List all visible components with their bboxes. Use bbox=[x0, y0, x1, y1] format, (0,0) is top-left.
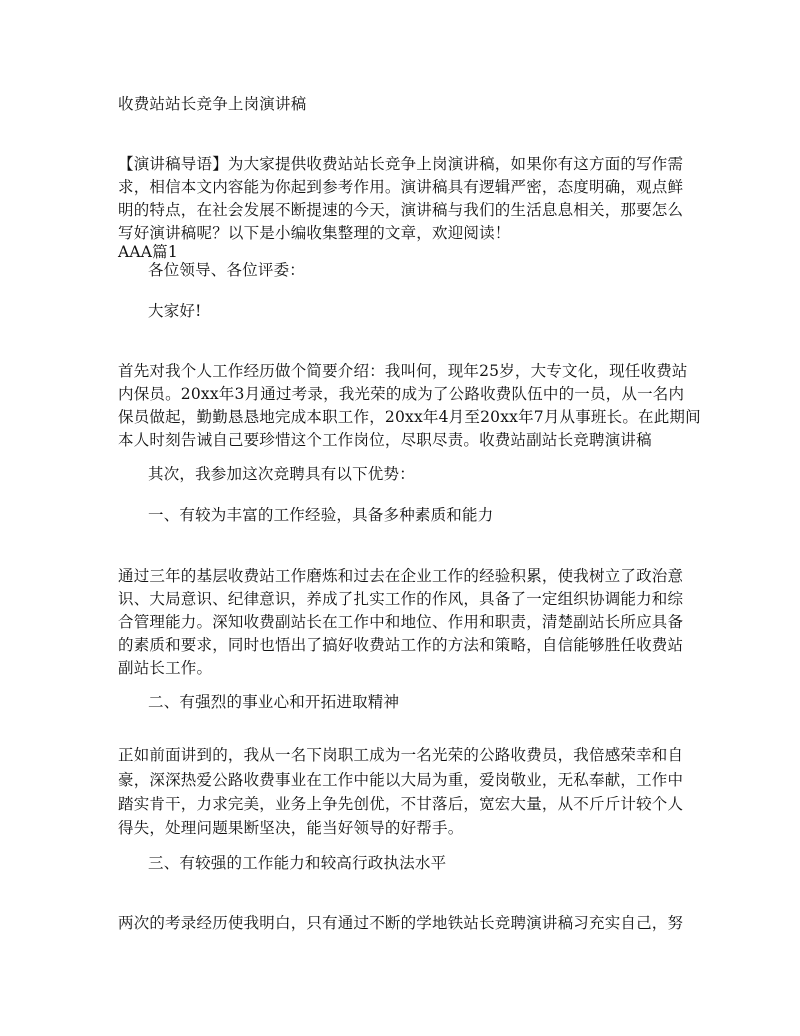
paragraph-line: 本人时刻告诫自己要珍惜这个工作岗位，尽职尽责。收费站副站长竞聘演讲稿 bbox=[118, 431, 652, 449]
advantages-intro: 其次，我参加这次竞聘具有以下优势： bbox=[148, 465, 415, 483]
paragraph-line: 识、大局意识、纪律意识，养成了扎实工作的作风，具备了一定组织协调能力和综 bbox=[118, 590, 684, 608]
intro-line: 【演讲稿导语】为大家提供收费站站长竞争上岗演讲稿，如果你有这方面的写作需 bbox=[118, 155, 684, 173]
intro-line: 写好演讲稿呢？以下是小编收集整理的文章，欢迎阅读！ bbox=[118, 224, 511, 242]
paragraph-line: 保员做起，勤勤恳恳地完成本职工作，20xx年4月至20xx年7月从事班长。在此期间 bbox=[118, 408, 701, 426]
paragraph-line: 的素质和要求，同时也悟出了搞好收费站工作的方法和策略，自信能够胜任收费站 bbox=[118, 636, 684, 654]
paragraph-line: 通过三年的基层收费站工作磨炼和过去在企业工作的经验积累，使我树立了政治意 bbox=[118, 567, 684, 585]
intro-line: 求，相信本文内容能为你起到参考作用。演讲稿具有逻辑严密，态度明确，观点鲜 bbox=[118, 178, 684, 196]
salutation: 各位领导、各位评委： bbox=[148, 261, 306, 279]
paragraph-line: 豪，深深热爱公路收费事业在工作中能以大局为重，爱岗敬业，无私奉献，工作中 bbox=[118, 771, 684, 789]
paragraph-line: 正如前面讲到的，我从一名下岗职工成为一名光荣的公路收费员，我倍感荣幸和自 bbox=[118, 746, 684, 764]
section-heading-3: 三、有较强的工作能力和较高行政执法水平 bbox=[148, 854, 447, 872]
document-title: 收费站站长竞争上岗演讲稿 bbox=[118, 95, 307, 113]
section-heading-2: 二、有强烈的事业心和开拓进取精神 bbox=[148, 693, 400, 711]
paragraph-line: 两次的考录经历使我明白，只有通过不断的学地铁站长竞聘演讲稿习充实自己，努 bbox=[118, 914, 684, 932]
intro-line: 明的特点，在社会发展不断提速的今天，演讲稿与我们的生活息息相关，那要怎么 bbox=[118, 201, 684, 219]
paragraph-line: 副站长工作。 bbox=[118, 659, 213, 677]
paragraph-line: 得失，处理问题果断坚决，能当好领导的好帮手。 bbox=[118, 819, 464, 837]
greeting: 大家好! bbox=[148, 302, 202, 320]
section-label: AAA篇1 bbox=[118, 243, 178, 261]
paragraph-line: 合管理能力。深知收费副站长在工作中和地位、作用和职责，清楚副站长所应具备 bbox=[118, 613, 684, 631]
paragraph-line: 首先对我个人工作经历做个简要介绍：我叫何，现年25岁，大专文化，现任收费站 bbox=[118, 362, 688, 380]
section-heading-1: 一、有较为丰富的工作经验，具备多种素质和能力 bbox=[148, 506, 494, 524]
paragraph-line: 内保员。20xx年3月通过考录，我光荣的成为了公路收费队伍中的一员，从一名内 bbox=[118, 385, 685, 403]
paragraph-line: 踏实肯干，力求完美，业务上争先创优，不甘落后，宽宏大量，从不斤斤计较个人 bbox=[118, 795, 684, 813]
